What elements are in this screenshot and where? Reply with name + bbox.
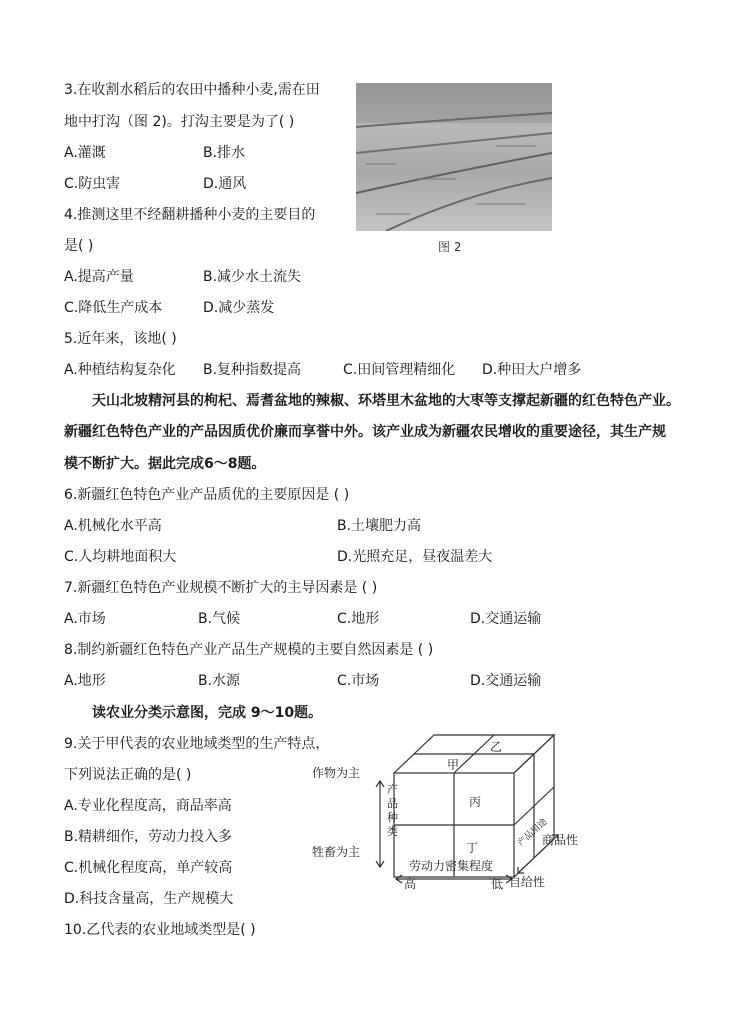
- label-product-use: 产品用途: [516, 817, 550, 849]
- label-labor-intensity: 劳动力密集程度: [409, 859, 494, 873]
- label-low: 低: [491, 877, 504, 891]
- q5-option-b: B.复种指数提高: [203, 362, 302, 378]
- cell-bing: 丙: [469, 795, 482, 809]
- passage-line1: 天山北坡精河县的枸杞、焉耆盆地的辣椒、环塔里木盆地的大枣等支撑起新疆的红色特色产业。: [92, 393, 680, 409]
- q6-option-c: C.人均耕地面积大: [64, 549, 177, 565]
- q10-stem: 10.乙代表的农业地域类型是( ): [64, 922, 256, 938]
- field-photo: [356, 83, 552, 231]
- product-type-char-4: 类: [387, 825, 398, 838]
- q7-option-a: A.市场: [64, 611, 106, 627]
- q6-option-a: A.机械化水平高: [64, 518, 162, 534]
- intro-9-10: 读农业分类示意图，完成 9～10题。: [92, 705, 323, 721]
- label-commodity: 商品性: [542, 833, 579, 847]
- label-crop-dominant: 作物为主: [312, 766, 361, 780]
- q4-stem-line1: 4.推测这里不经翻耕播种小麦的主要目的: [64, 207, 316, 223]
- product-type-char-1: 产: [387, 783, 398, 796]
- label-livestock-dominant: 牲畜为主: [312, 845, 361, 859]
- q5-option-c: C.田间管理精细化: [343, 362, 456, 378]
- q8-option-d: D.交通运输: [470, 673, 542, 689]
- label-subsistence: 自给性: [509, 875, 546, 889]
- q3-option-d: D.通风: [203, 176, 247, 192]
- cell-ding: 丁: [466, 841, 479, 855]
- q9-option-a: A.专业化程度高，商品率高: [64, 798, 232, 814]
- q4-option-c: C.降低生产成本: [64, 300, 163, 316]
- q6-option-b: B.土壤肥力高: [337, 518, 422, 534]
- q3-option-a: A.灌溉: [64, 145, 106, 161]
- agriculture-classification-diagram: [312, 733, 594, 893]
- q5-stem: 5.近年来，该地( ): [64, 331, 177, 347]
- q7-stem: 7.新疆红色特色产业规模不断扩大的主导因素是 ( ): [64, 580, 378, 596]
- label-high: 高: [404, 877, 417, 891]
- figure-2-caption: 图 2: [438, 240, 462, 254]
- q4-option-a: A.提高产量: [64, 269, 134, 285]
- q3-stem-line1: 3.在收割水稻后的农田中播种小麦,需在田: [64, 82, 320, 98]
- product-type-char-3: 种: [387, 811, 398, 824]
- q3-stem-line2: 地中打沟（图 2)。打沟主要是为了( ): [64, 114, 295, 130]
- q8-option-c: C.市场: [337, 673, 380, 689]
- q4-stem-line2: 是( ): [64, 238, 94, 254]
- passage-line3: 模不断扩大。据此完成6～8题。: [64, 456, 266, 472]
- q3-option-c: C.防虫害: [64, 176, 121, 192]
- q8-stem: 8.制约新疆红色特色产业产品生产规模的主要自然因素是 ( ): [64, 642, 434, 658]
- q4-option-b: B.减少水土流失: [203, 269, 302, 285]
- q7-option-d: D.交通运输: [470, 611, 542, 627]
- passage-line2: 新疆红色特色产业的产品因质优价廉而享誉中外。该产业成为新疆农民增收的重要途径，其生产规: [64, 424, 666, 440]
- q6-option-d: D.光照充足，昼夜温差大: [337, 549, 493, 565]
- q8-option-a: A.地形: [64, 673, 106, 689]
- q9-option-d: D.科技含量高，生产规模大: [64, 891, 234, 907]
- q9-stem-line1: 9.关于甲代表的农业地域类型的生产特点，: [64, 736, 330, 752]
- q3-option-b: B.排水: [203, 145, 246, 161]
- q7-option-c: C.地形: [337, 611, 380, 627]
- q9-option-c: C.机械化程度高，单产较高: [64, 860, 233, 876]
- q8-option-b: B.水源: [198, 673, 241, 689]
- q9-stem-line2: 下列说法正确的是( ): [64, 767, 192, 783]
- q9-option-b: B.精耕细作，劳动力投入多: [64, 829, 233, 845]
- cell-jia: 甲: [447, 758, 460, 772]
- q4-option-d: D.减少蒸发: [203, 300, 275, 316]
- field-furrows-graphic: [356, 83, 552, 231]
- product-type-char-2: 品: [387, 797, 398, 810]
- q5-option-a: A.种植结构复杂化: [64, 362, 176, 378]
- cell-yi: 乙: [490, 740, 503, 754]
- q5-option-d: D.种田大户增多: [482, 362, 582, 378]
- q7-option-b: B.气候: [198, 611, 241, 627]
- q6-stem: 6.新疆红色特色产业产品质优的主要原因是 ( ): [64, 487, 350, 503]
